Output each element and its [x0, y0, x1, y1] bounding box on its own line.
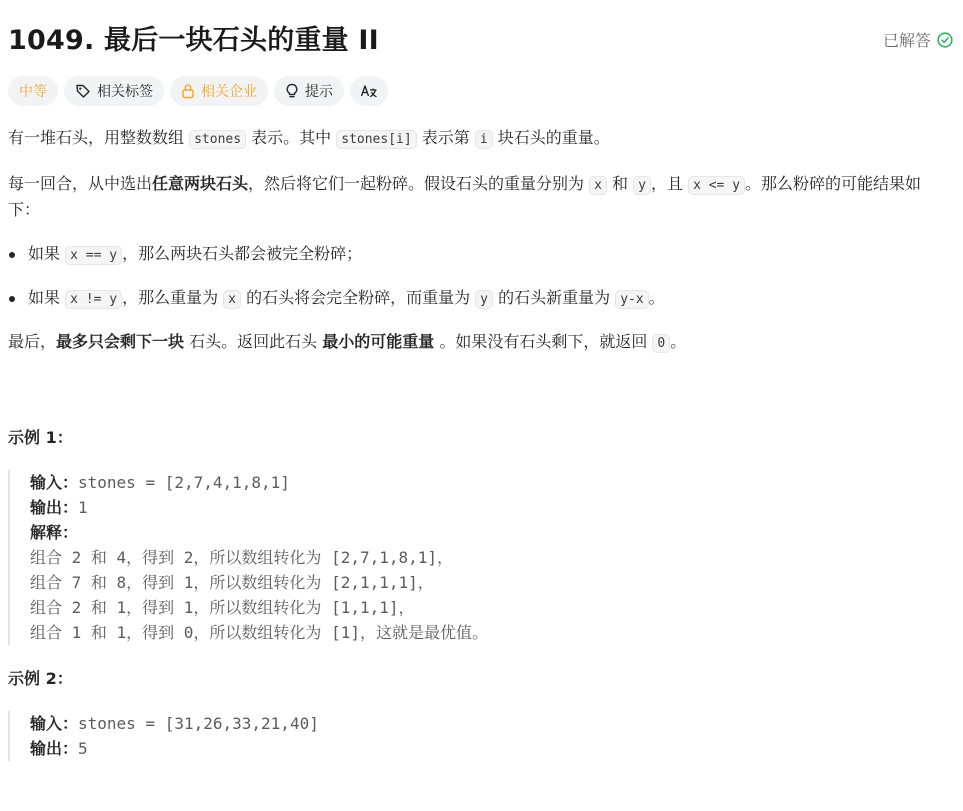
output-label: 输出：	[30, 498, 79, 517]
check-circle-icon	[937, 32, 953, 48]
solved-status	[883, 28, 953, 51]
inline-code: stones[i]	[336, 130, 416, 149]
solved-label: 已解答	[882, 31, 931, 50]
statement-paragraph	[8, 126, 953, 152]
text: ，然后将它们一起粉碎。假设石头的重量分别为	[248, 174, 590, 193]
translate-icon	[360, 83, 378, 99]
text: 表示。其中	[246, 128, 337, 147]
text: 的石头新重量为	[493, 288, 616, 307]
input-label: 输入：	[30, 714, 79, 733]
inline-code: y	[475, 290, 493, 309]
text: 和	[606, 174, 634, 193]
example-1-title: 示例 1：	[8, 428, 73, 447]
example-1-block	[8, 470, 953, 645]
explanation-line: 组合 7 和 8，得到 1，所以数组转化为 [2,1,1,1]，	[30, 573, 434, 592]
hint-button[interactable]	[274, 76, 344, 106]
bold-text: 最多只会剩下一块	[56, 332, 185, 351]
problem-title[interactable]: 1049. 最后一块石头的重量 II	[8, 25, 379, 56]
inline-code: y-x	[615, 290, 648, 309]
example-output: 5	[78, 739, 88, 758]
explanation-label: 解释：	[30, 523, 79, 542]
companies-tag-label: 相关企业	[201, 84, 257, 100]
problem-statement	[8, 126, 953, 761]
text: ，那么两块石头都会被完全粉碎；	[122, 244, 363, 263]
rules-list	[8, 242, 953, 312]
explanation-line: 组合 1 和 1，得到 0，所以数组转化为 [1]，这就是最优值。	[30, 623, 488, 642]
inline-code: x <= y	[688, 176, 745, 195]
text: 如果	[28, 244, 66, 263]
inline-code: x != y	[65, 290, 122, 309]
text: 的石头将会完全粉碎，而重量为	[240, 288, 476, 307]
example-input: stones = [31,26,33,21,40]	[78, 714, 319, 733]
text: 块石头的重量。	[492, 128, 610, 147]
statement-paragraph	[8, 172, 953, 222]
inline-code: y	[633, 176, 651, 195]
translate-button[interactable]	[350, 76, 388, 106]
companies-tag-button[interactable]	[170, 76, 268, 106]
statement-paragraph	[8, 330, 953, 356]
explanation-line: 组合 2 和 1，得到 1，所以数组转化为 [1,1,1]，	[30, 598, 415, 617]
tag-bar	[8, 76, 953, 106]
list-item	[8, 242, 953, 268]
example-output: 1	[78, 498, 88, 517]
bold-text: 最小的可能重量	[322, 332, 435, 351]
lock-icon	[181, 83, 195, 99]
tag-icon	[75, 83, 91, 99]
text: 。	[670, 332, 687, 351]
list-item	[8, 286, 953, 312]
example-2-block	[8, 711, 953, 761]
problem-header	[8, 0, 953, 76]
inline-code: x == y	[65, 246, 122, 265]
text: 有一堆石头，用整数数组	[8, 128, 190, 147]
text: 表示第	[416, 128, 475, 147]
inline-code: x	[223, 290, 241, 309]
text: 如果	[28, 288, 66, 307]
text: ，且	[650, 174, 689, 193]
example-input: stones = [2,7,4,1,8,1]	[78, 473, 290, 492]
inline-code: i	[475, 130, 493, 149]
text: 。那么粉碎的可能结果如下：	[8, 174, 922, 219]
lightbulb-icon	[285, 83, 299, 99]
example-2-title: 示例 2：	[8, 669, 73, 688]
text: 。	[648, 288, 665, 307]
text: 。如果没有石头剩下，就返回	[434, 332, 653, 351]
bold-text: 任意两块石头	[152, 174, 249, 193]
output-label: 输出：	[30, 739, 79, 758]
text: 石头。返回此石头	[184, 332, 323, 351]
difficulty-badge	[8, 76, 58, 106]
topics-tag-label: 相关标签	[97, 84, 153, 100]
problem-description	[8, 0, 953, 761]
text: ，那么重量为	[122, 288, 224, 307]
difficulty-label: 中等	[19, 84, 47, 100]
text: 每一回合，从中选出	[8, 174, 153, 193]
inline-code: x	[589, 176, 607, 195]
inline-code: stones	[189, 130, 246, 149]
inline-code: 0	[652, 334, 670, 353]
input-label: 输入：	[30, 473, 79, 492]
hint-label: 提示	[305, 84, 333, 100]
explanation-line: 组合 2 和 4，得到 2，所以数组转化为 [2,7,1,8,1]，	[30, 548, 454, 567]
topics-tag-button[interactable]	[64, 76, 164, 106]
text: 最后，	[8, 332, 57, 351]
